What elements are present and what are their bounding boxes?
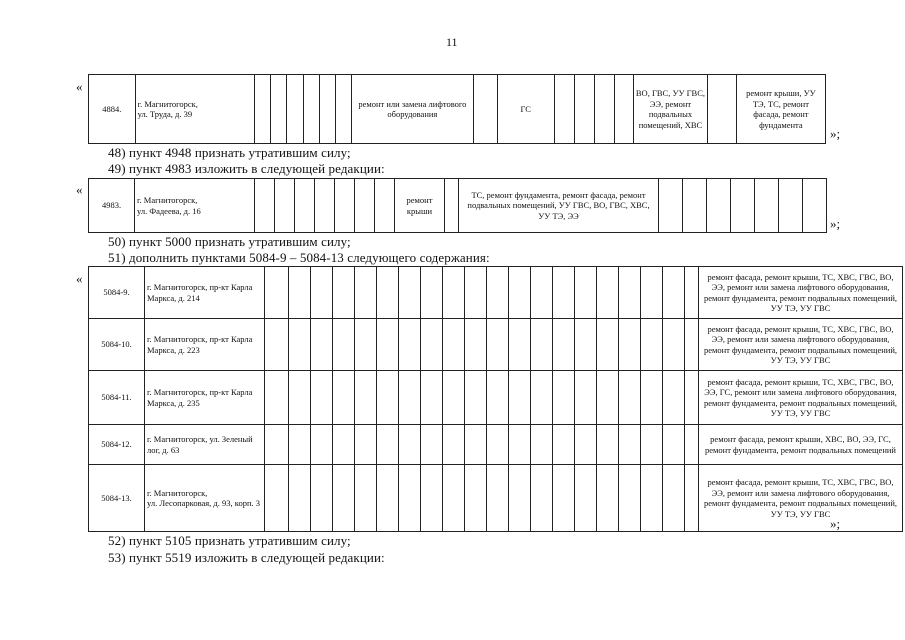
paragraph-52: 52) пункт 5105 признать утратившим силу; — [108, 533, 351, 548]
open-quote: « — [76, 271, 83, 286]
paragraph-50: 50) пункт 5000 признать утратившим силу; — [108, 234, 351, 249]
table-row — [89, 371, 903, 425]
address-cell: г. Магнитогорск, ул. Фадеева, д. 16 — [135, 179, 255, 233]
open-quote: « — [76, 79, 83, 94]
work-cell: ВО, ГВС, УУ ГВС, ЭЭ, ремонт подвальных помещений, ХВС — [633, 75, 708, 144]
work-cell: ремонт фасада, ремонт крыши, ТС, ХВС, ГВС, ВО, ЭЭ, ГС, ремонт или замена лифтового оборудования, ремонт фундамента, ремонт подвальных помещений, УУ ТЭ, УУ ГВС — [699, 371, 903, 425]
table-row — [89, 425, 903, 465]
table-row — [89, 465, 903, 532]
paragraph-49: 49) пункт 4983 изложить в следующей редакции: — [108, 161, 385, 176]
table-item-4884 — [88, 74, 826, 144]
paragraph-51: 51) дополнить пунктами 5084-9 – 5084-13 следующего содержания: — [108, 250, 490, 265]
item-number: 5084-9. — [89, 267, 145, 319]
open-quote: « — [76, 182, 83, 197]
address-cell: г. Магнитогорск, ул. Труда, д. 39 — [135, 75, 254, 144]
address-cell: г. Магнитогорск, пр-кт Карла Маркса, д. 214 — [145, 267, 265, 319]
page-number: 11 — [446, 35, 458, 49]
item-number: 4983. — [89, 179, 135, 233]
item-number: 5084-10. — [89, 319, 145, 371]
item-number: 4884. — [89, 75, 136, 144]
work-cell: ремонт или замена лифтового оборудования — [352, 75, 473, 144]
close-quote: »; — [830, 216, 841, 231]
work-cell: ремонт крыши — [395, 179, 445, 233]
work-cell: ТС, ремонт фундамента, ремонт фасада, ремонт подвальных помещений, УУ ГВС, ВО, ГВС, ХВС, УУ ТЭ, ЭЭ — [459, 179, 659, 233]
close-quote: »; — [830, 126, 841, 141]
table-row — [89, 319, 903, 371]
work-cell: ремонт крыши, УУ ТЭ, ТС, ремонт фасада, ремонт фундамента — [736, 75, 825, 144]
work-cell: ремонт фасада, ремонт крыши, ТС, ХВС, ГВС, ВО, ЭЭ, ремонт или замена лифтового оборудования, ремонт фундамента, ремонт подвальных помещений, УУ ТЭ, УУ ГВС — [699, 465, 903, 532]
paragraph-53: 53) пункт 5519 изложить в следующей редакции: — [108, 550, 385, 565]
table-item-4983 — [88, 178, 827, 233]
table-items-5084 — [88, 266, 903, 532]
item-number: 5084-13. — [89, 465, 145, 532]
address-cell: г. Магнитогорск, пр-кт Карла Маркса, д. 223 — [145, 319, 265, 371]
work-cell: ремонт фасада, ремонт крыши, ХВС, ВО, ЭЭ, ГС, ремонт фундамента, ремонт подвальных помещений — [699, 425, 903, 465]
work-cell: ремонт фасада, ремонт крыши, ТС, ХВС, ГВС, ВО, ЭЭ, ремонт или замена лифтового оборудования, ремонт фундамента, ремонт подвальных помещений, УУ ТЭ, УУ ГВС — [699, 267, 903, 319]
address-cell: г. Магнитогорск, пр-кт Карла Маркса, д. 235 — [145, 371, 265, 425]
address-cell: г. Магнитогорск, ул. Лесопарковая, д. 93, корп. 3 — [145, 465, 265, 532]
item-number: 5084-12. — [89, 425, 145, 465]
item-number: 5084-11. — [89, 371, 145, 425]
table-row — [89, 267, 903, 319]
paragraph-48: 48) пункт 4948 признать утратившим силу; — [108, 145, 351, 160]
address-cell: г. Магнитогорск, ул. Зеленый лог, д. 63 — [145, 425, 265, 465]
work-cell: ГС — [497, 75, 554, 144]
work-cell: ремонт фасада, ремонт крыши, ТС, ХВС, ГВС, ВО, ЭЭ, ремонт или замена лифтового оборудования, ремонт фундамента, ремонт подвальных помещений, УУ ТЭ, УУ ГВС — [699, 319, 903, 371]
close-quote: »; — [830, 516, 841, 531]
